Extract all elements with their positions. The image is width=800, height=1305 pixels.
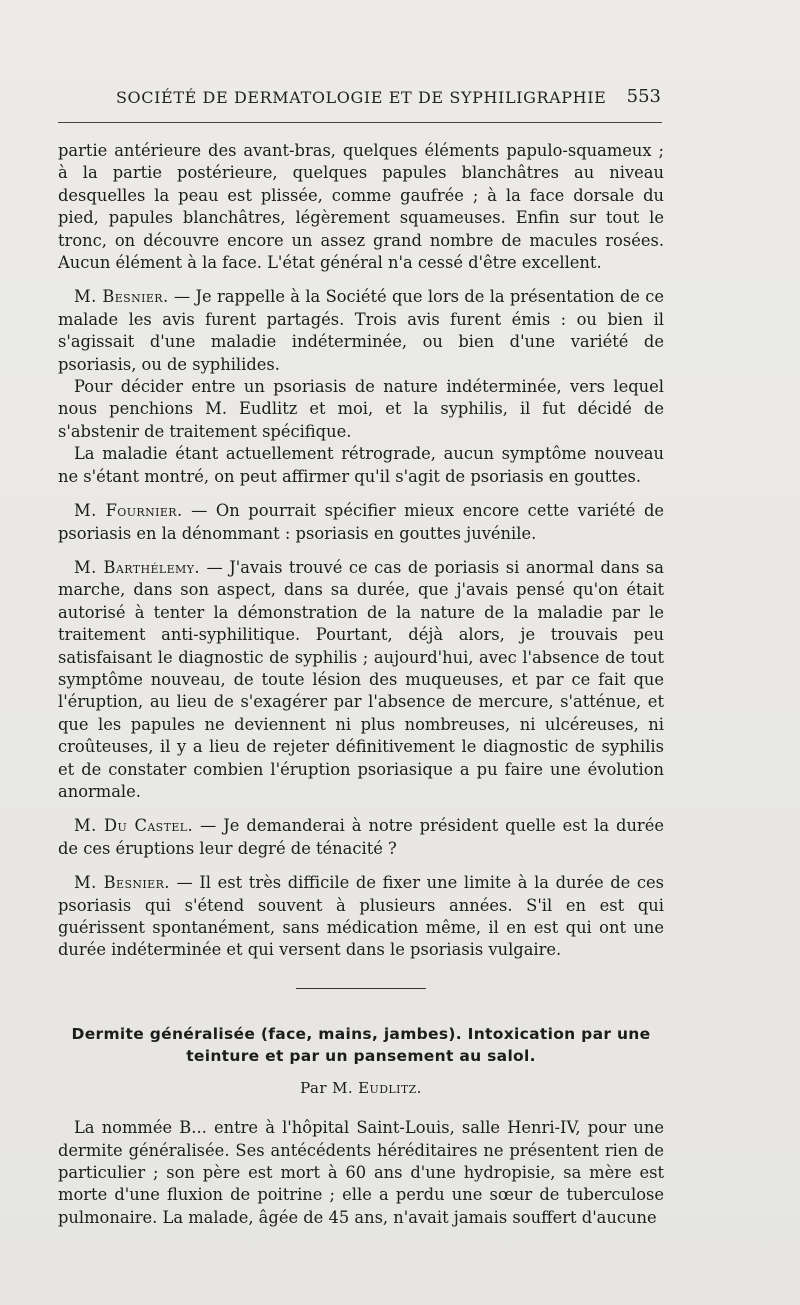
paragraph-continuation: partie antérieure des avant-bras, quelques éléments papulo-squameux ; à la partie postérieure, quelques papules blanchâtres au niveau desquelles la peau est plissée, comme gaufrée ; à la face dorsale du pied, papules blanchâtres, légèrement squameuses. Enfin sur tout le tronc, on découvre encore un assez grand nombre de macules rosées. Aucun élément à la face. L'état général n'a cessé d'être excellent. bbox=[58, 141, 664, 273]
speech-text: — J'avais trouvé ce cas de poriasis si anormal dans sa marche, dans son aspect, dans sa durée, que j'avais pensé qu'on était autorisé à tenter la démonstration de la nature de la maladie par le traitement anti-syphilitique. Pourtant, déjà alors, je trouvais peu satisfaisant le diagnostic de syphilis ; aujourd'hui, avec l'absence de tout symptôme nouveau, de toute lésion des muqueuses, et par ce fait que l'éruption, au lieu de s'exagérer par l'absence de mercure, s'atténue, et que les papules ne deviennent ni plus nombreuses, ni ulcéreuses, ni croûteuses, il y a lieu de rejeter définitivement le diagnostic de syphilis et de constater combien l'éruption psoriasique a pu faire une évolution anormale. bbox=[58, 557, 664, 801]
byline-author: Eudlitz. bbox=[358, 1078, 422, 1097]
speech-text: — Je rappelle à la Société que lors de la présentation de ce malade les avis furent partagés. Trois avis furent émis : ou bien il s'agissait d'une maladie indéterminée, ou bien d'une variété de psoriasis, ou de syphilides. bbox=[58, 287, 664, 374]
paragraph-besnier-2 bbox=[58, 872, 664, 962]
paragraph-du-castel bbox=[58, 815, 664, 860]
speaker-name: M. Besnier. bbox=[74, 873, 170, 893]
section-divider bbox=[296, 988, 426, 989]
running-head: SOCIÉTÉ DE DERMATOLOGIE ET DE SYPHILIGRAPHIE bbox=[116, 88, 607, 107]
article-title-line: teinture et par un pansement au salol. bbox=[186, 1046, 536, 1065]
speech-text: — Je demanderai à notre président quelle est la durée de ces éruptions leur degré de ténacité ? bbox=[58, 816, 664, 858]
byline bbox=[58, 1077, 664, 1099]
speaker-name: M. Barthélemy. bbox=[74, 557, 200, 577]
paragraph-barthelemy bbox=[58, 557, 664, 803]
paragraph-regression: La maladie étant actuellement rétrograde, aucun symptôme nouveau ne s'étant montré, on peut affirmer qu'il s'agit de psoriasis en gouttes. bbox=[58, 444, 664, 486]
article-title bbox=[58, 1023, 664, 1067]
speaker-name: M. Besnier. bbox=[74, 287, 169, 307]
page-header bbox=[116, 84, 661, 114]
speech-text: — On pourrait spécifier mieux encore cette variété de psoriasis en la dénommant : psoriasis en gouttes juvénile. bbox=[58, 501, 664, 543]
paragraph-besnier-1 bbox=[58, 286, 664, 376]
speaker-name: M. Du Castel. bbox=[74, 816, 194, 836]
article-title-line: Dermite généralisée (face, mains, jambes). Intoxication par une bbox=[71, 1024, 651, 1043]
paragraph-decision: Pour décider entre un psoriasis de nature indéterminée, vers lequel nous penchions M. Eudlitz et moi, et la syphilis, il fut décidé de s'abstenir de traitement spécifique. bbox=[58, 377, 664, 441]
page-body bbox=[58, 140, 664, 1229]
speaker-name: M. Fournier. bbox=[74, 501, 183, 521]
header-rule bbox=[58, 122, 662, 123]
paragraph-fournier bbox=[58, 500, 664, 545]
page-number: 553 bbox=[626, 86, 661, 107]
byline-prefix: Par M. bbox=[300, 1078, 359, 1097]
speech-text: — Il est très difficile de fixer une limite à la durée de ces psoriasis qui s'étend souvent à plusieurs années. S'il en est qui guérissent spontanément, sans médication même, il en est qui ont une durée indéterminée et qui versent dans le psoriasis vulgaire. bbox=[58, 873, 664, 960]
article-paragraph: La nommée B... entre à l'hôpital Saint-Louis, salle Henri-IV, pour une dermite généralisée. Ses antécédents héréditaires ne présentent rien de particulier ; son père est mort à 60 ans d'une hydropisie, sa mère est morte d'une fluxion de poitrine ; elle a perdu une sœur de tuberculose pulmonaire. La malade, âgée de 45 ans, n'avait jamais souffert d'aucune bbox=[58, 1118, 664, 1227]
